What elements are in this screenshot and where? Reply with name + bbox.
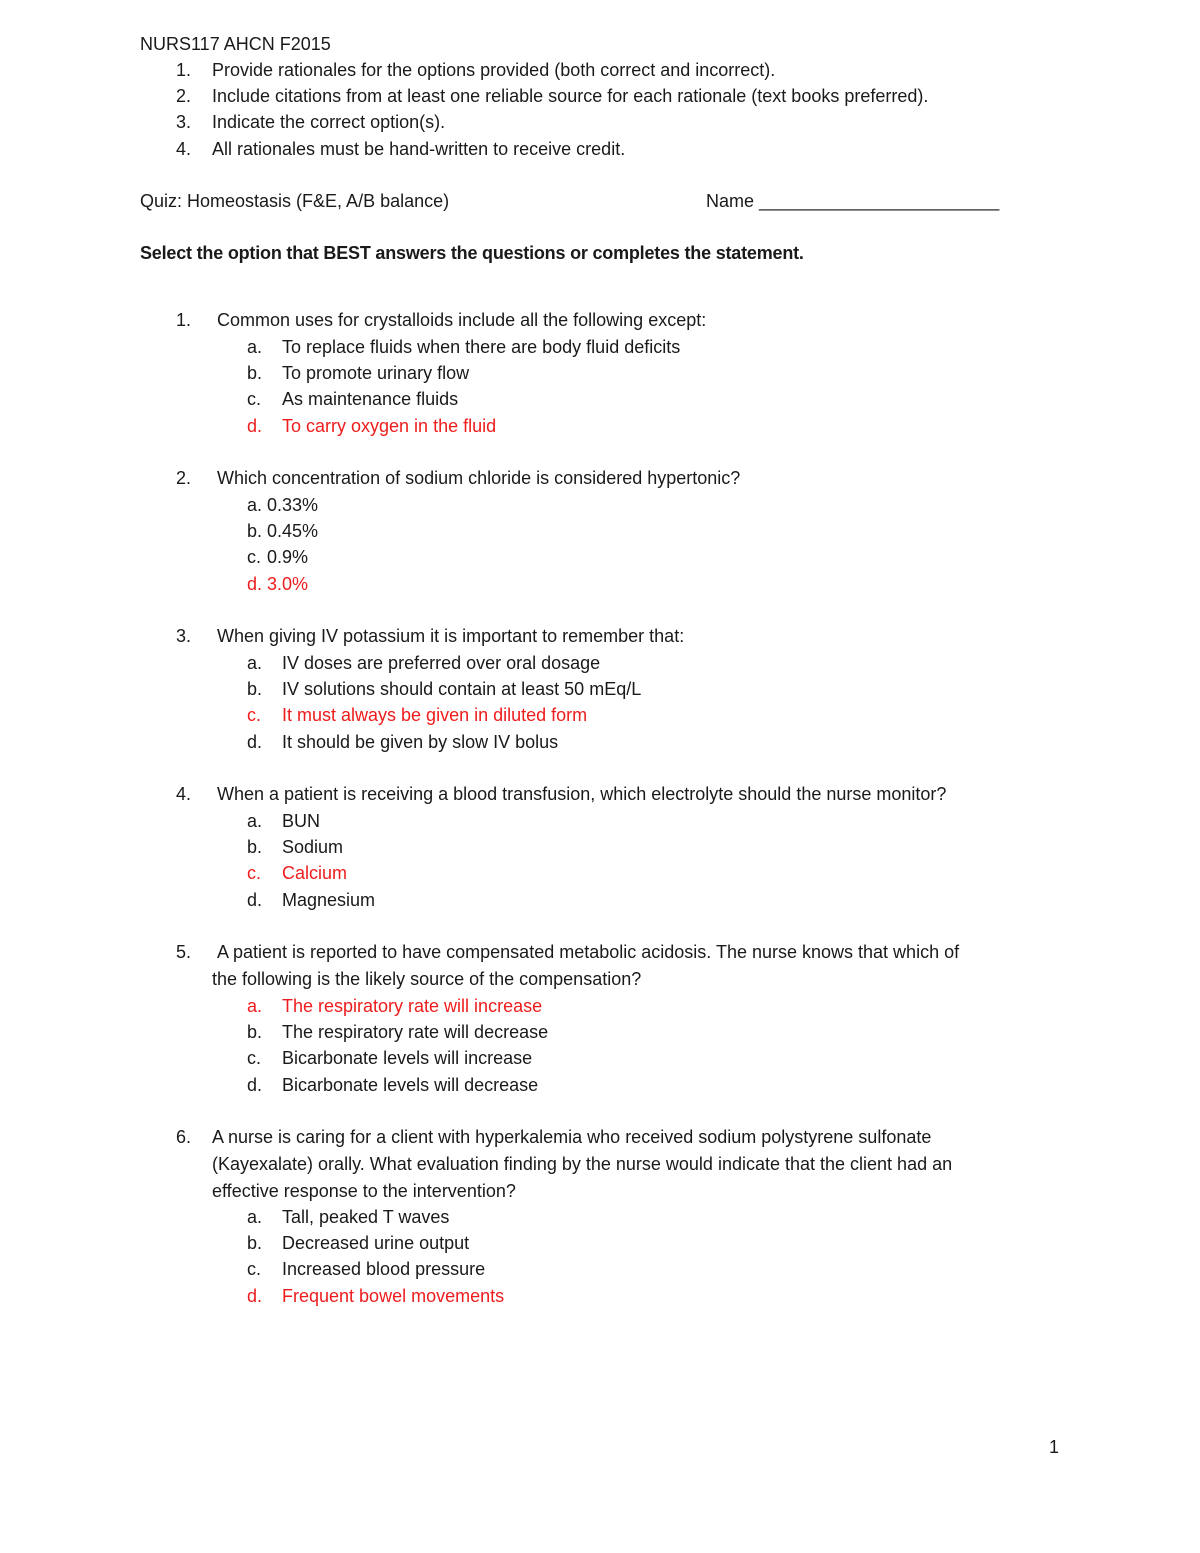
option-letter: d. <box>247 732 263 752</box>
question-text-line: effective response to the intervention? <box>212 1181 516 1201</box>
name-field: Name ________________________ <box>706 191 1000 211</box>
quiz-title: Quiz: Homeostasis (F&E, A/B balance) <box>140 191 450 211</box>
option-text: To promote urinary flow <box>282 363 470 383</box>
option-text: Bicarbonate levels will decrease <box>282 1075 539 1095</box>
option-text: Tall, peaked T waves <box>282 1207 450 1227</box>
instruction-number: 2. <box>176 86 192 106</box>
correct-option-letter: d. <box>247 574 263 594</box>
option-text: 0.9% <box>267 547 309 567</box>
question-text: Common uses for crystalloids include all the following except: <box>217 310 707 330</box>
instruction-text: All rationales must be hand-written to receive credit. <box>212 139 626 159</box>
option-text: BUN <box>282 811 321 831</box>
option-text: As maintenance fluids <box>282 389 459 409</box>
directions-heading: Select the option that BEST answers the questions or completes the statement. <box>140 243 804 263</box>
instruction-text: Provide rationales for the options provided (both correct and incorrect). <box>212 60 776 80</box>
instruction-number: 3. <box>176 112 192 132</box>
instruction-number: 1. <box>176 60 192 80</box>
option-text: Magnesium <box>282 890 376 910</box>
option-text: Bicarbonate levels will increase <box>282 1048 533 1068</box>
option-text: 0.33% <box>267 495 319 515</box>
option-letter: b. <box>247 837 263 857</box>
question-text: Which concentration of sodium chloride is considered hypertonic? <box>217 468 741 488</box>
correct-option-text: The respiratory rate will increase <box>282 996 543 1016</box>
option-letter: b. <box>247 521 263 541</box>
option-letter: a. <box>247 811 263 831</box>
question-number: 5. <box>176 942 192 962</box>
question-number: 2. <box>176 468 192 488</box>
correct-option-text: Frequent bowel movements <box>282 1286 505 1306</box>
option-letter: b. <box>247 1233 263 1253</box>
question-text-line: the following is the likely source of the compensation? <box>212 969 642 989</box>
question-text-line: A nurse is caring for a client with hyperkalemia who received sodium polystyrene sulfonate <box>212 1127 932 1147</box>
instruction-text: Include citations from at least one reliable source for each rationale (text books preferred). <box>212 86 929 106</box>
question-text: When a patient is receiving a blood transfusion, which electrolyte should the nurse monitor? <box>217 784 947 804</box>
correct-option-letter: d. <box>247 1286 263 1306</box>
correct-option-letter: c. <box>247 863 262 883</box>
correct-option-text: To carry oxygen in the fluid <box>282 416 497 436</box>
option-letter: a. <box>247 495 263 515</box>
instruction-number: 4. <box>176 139 192 159</box>
correct-option-letter: c. <box>247 705 262 725</box>
question-number: 6. <box>176 1127 192 1147</box>
option-letter: d. <box>247 890 263 910</box>
correct-option-text: It must always be given in diluted form <box>282 705 588 725</box>
option-letter: a. <box>247 1207 263 1227</box>
correct-option-letter: d. <box>247 416 263 436</box>
option-text: To replace fluids when there are body fluid deficits <box>282 337 681 357</box>
option-text: The respiratory rate will decrease <box>282 1022 549 1042</box>
question-text: When giving IV potassium it is important to remember that: <box>217 626 685 646</box>
question-number: 3. <box>176 626 192 646</box>
instruction-text: Indicate the correct option(s). <box>212 112 446 132</box>
option-text: 0.45% <box>267 521 319 541</box>
option-text: It should be given by slow IV bolus <box>282 732 559 752</box>
question-number: 1. <box>176 310 192 330</box>
option-text: IV solutions should contain at least 50 mEq/L <box>282 679 642 699</box>
option-letter: b. <box>247 679 263 699</box>
option-letter: c. <box>247 389 262 409</box>
option-text: IV doses are preferred over oral dosage <box>282 653 601 673</box>
option-text: Increased blood pressure <box>282 1259 486 1279</box>
course-header: NURS117 AHCN F2015 <box>140 34 331 54</box>
correct-option-letter: a. <box>247 996 263 1016</box>
page-number: 1 <box>1049 1437 1060 1457</box>
option-letter: b. <box>247 1022 263 1042</box>
option-letter: d. <box>247 1075 263 1095</box>
question-number: 4. <box>176 784 192 804</box>
correct-option-text: Calcium <box>282 863 348 883</box>
question-text-line: (Kayexalate) orally. What evaluation finding by the nurse would indicate that the client had an <box>212 1154 953 1174</box>
option-letter: a. <box>247 653 263 673</box>
option-letter: c. <box>247 1048 262 1068</box>
option-text: Sodium <box>282 837 344 857</box>
correct-option-text: 3.0% <box>267 574 309 594</box>
option-text: Decreased urine output <box>282 1233 470 1253</box>
option-letter: c. <box>247 1259 262 1279</box>
option-letter: a. <box>247 337 263 357</box>
option-letter: b. <box>247 363 263 383</box>
option-letter: c. <box>247 547 262 567</box>
question-text-line: A patient is reported to have compensated metabolic acidosis. The nurse knows that which of <box>217 942 960 962</box>
